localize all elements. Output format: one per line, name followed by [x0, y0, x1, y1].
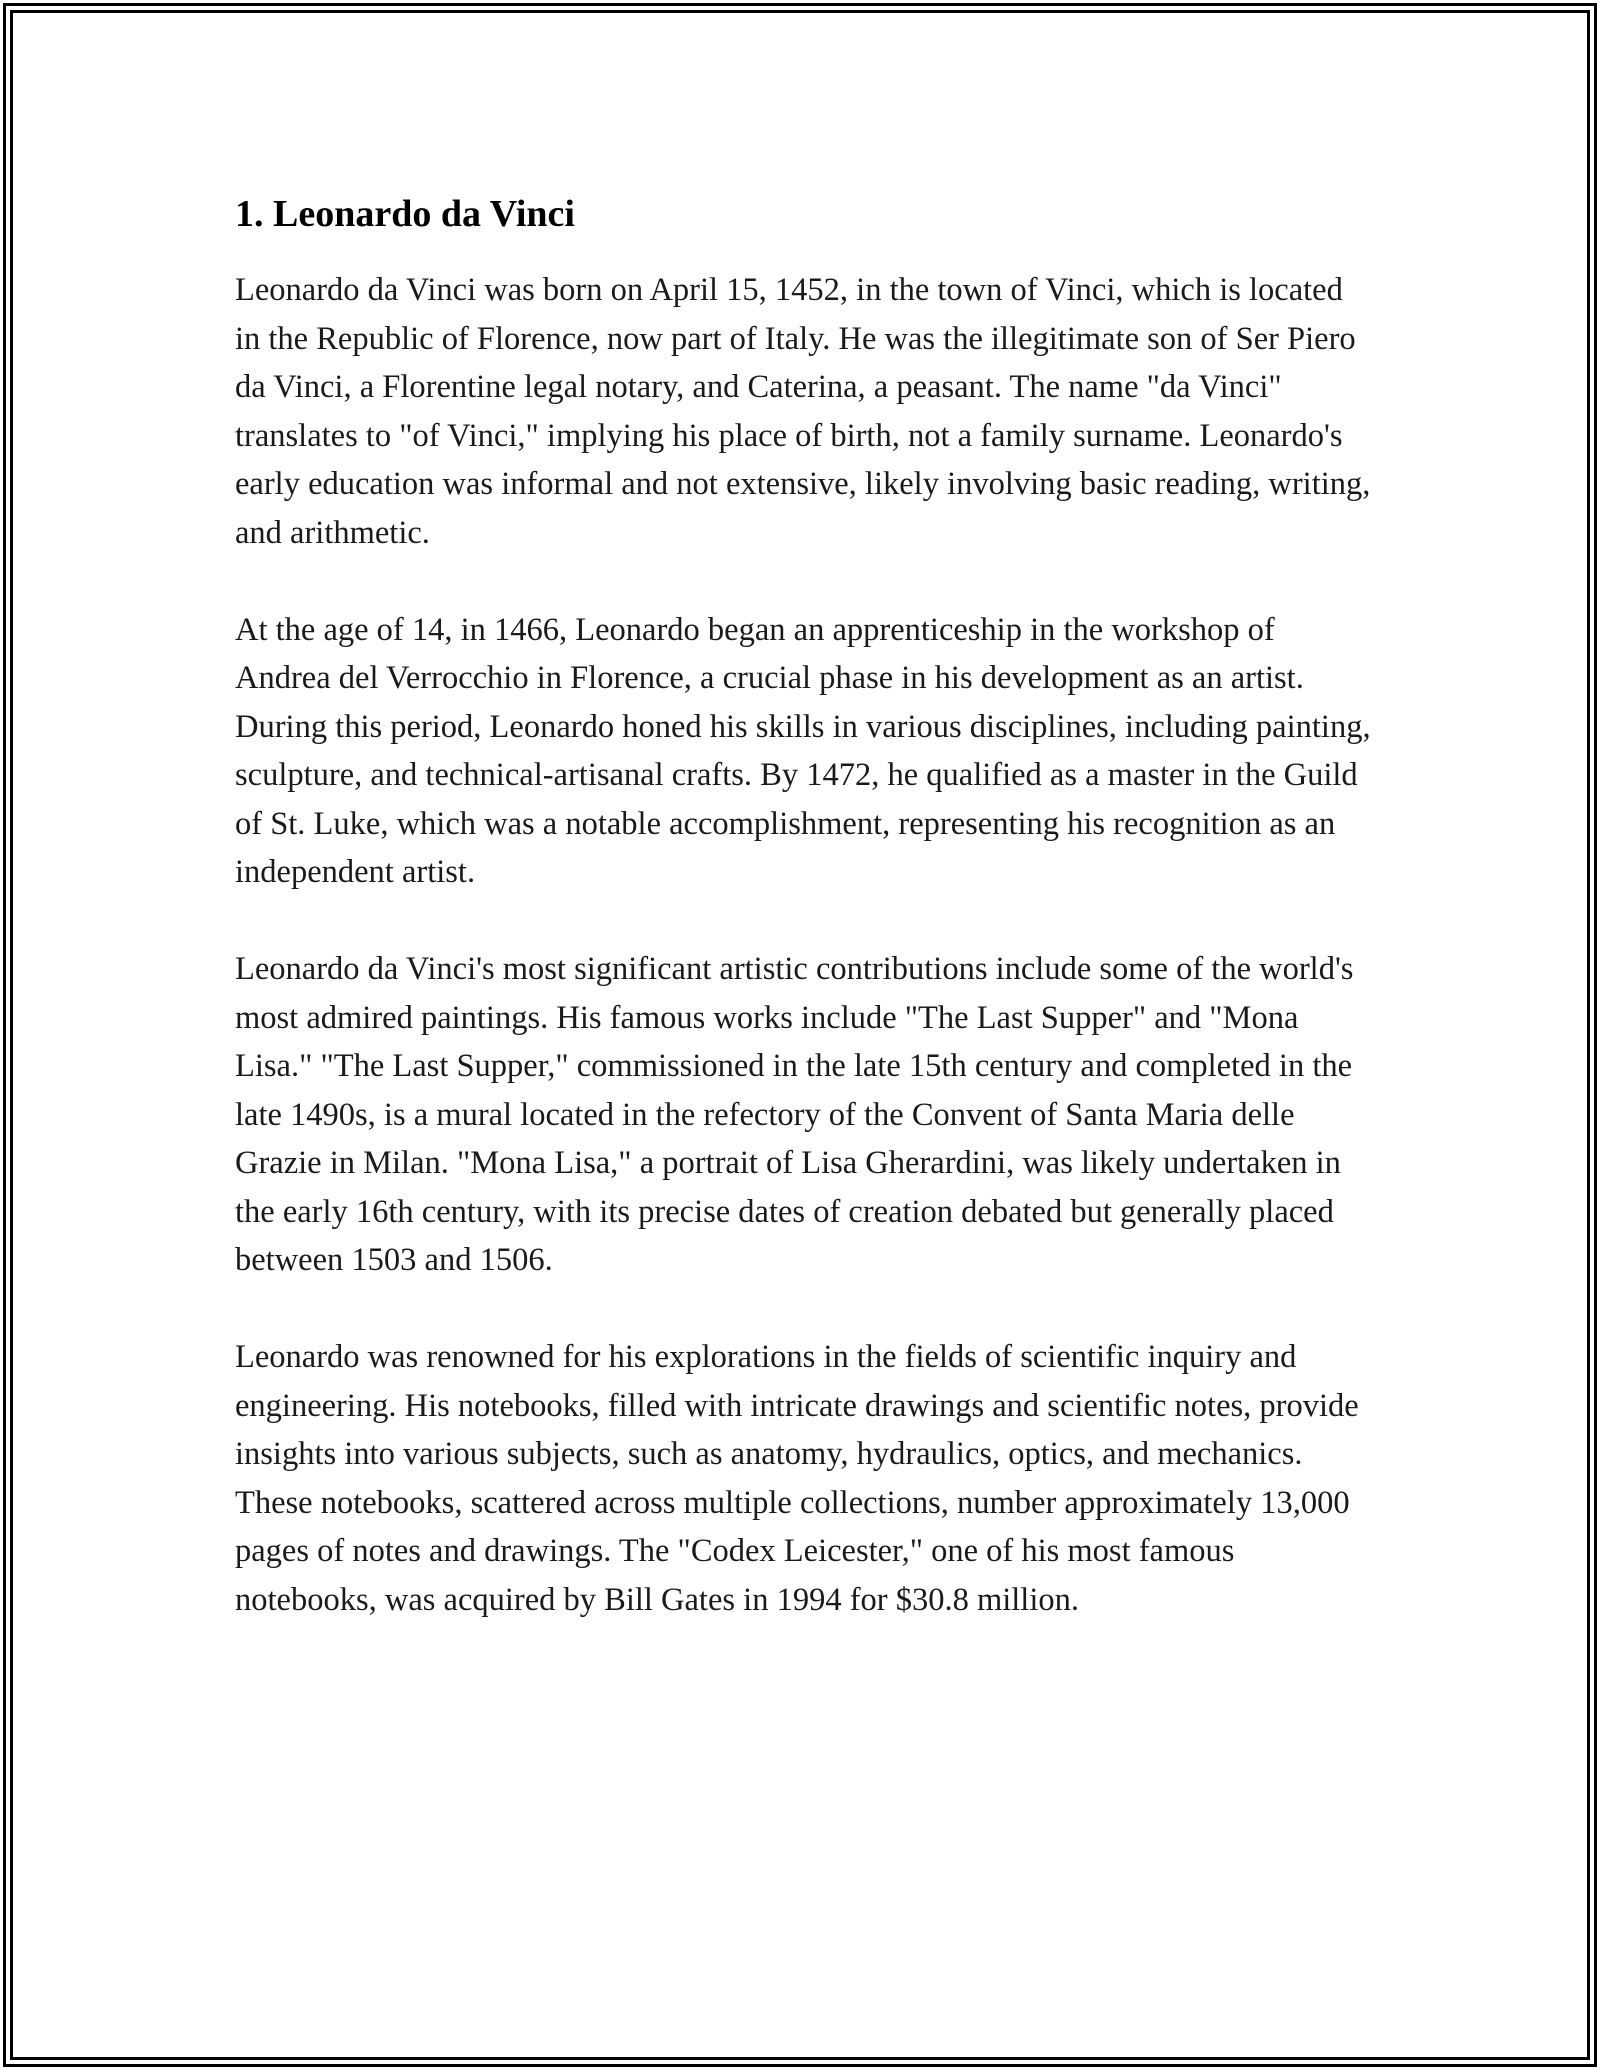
paragraph-apprenticeship: At the age of 14, in 1466, Leonardo began an apprenticeship in the workshop of Andrea del Verrocchio in Florence, a crucial phase in his development as an artist. During this period, Leonardo honed his skills in various disciplines, including painting, sculpture, and technical-artisanal crafts. By 1472, he qualified as a master in the Guild of St. Luke, which was a notable accomplishment, representing his recognition as an independent artist. [235, 611, 1371, 890]
paragraph-artistic-works: Leonardo da Vinci's most significant artistic contributions include some of the world's most admired paintings. His famous works include "The Last Supper" and "Mona Lisa." "The Last Supper," commissioned in the late 15th century and completed in the late 1490s, is a mural located in the refectory of the Convent of Santa Maria delle Grazie in Milan. "Mona Lisa," a portrait of Lisa Gherardini, was likely undertaken in the early 16th century, with its precise dates of creation debated but generally placed between 1503 and 1506. [235, 951, 1354, 1278]
section-title: 1. Leonardo da Vinci [235, 193, 575, 235]
paragraph-early-life: Leonardo da Vinci was born on April 15, 1452, in the town of Vinci, which is located in the Republic of Florence, now part of Italy. He was the illegitimate son of Ser Piero da Vinci, a Florentine legal notary, and Caterina, a peasant. The name "da Vinci" translates to "of Vinci," implying his place of birth, not a family surname. Leonardo's early education was informal and not extensive, likely involving basic reading, writing, and arithmetic. [235, 272, 1371, 551]
document-body [235, 188, 1375, 1673]
paragraph-scientific-work: Leonardo was renowned for his explorations in the fields of scientific inquiry and engineering. His notebooks, filled with intricate drawings and scientific notes, provide insights into various subjects, such as anatomy, hydraulics, optics, and mechanics. These notebooks, scattered across multiple collections, number approximately 13,000 pages of notes and drawings. The "Codex Leicester," one of his most famous notebooks, was acquired by Bill Gates in 1994 for $30.8 million. [235, 1339, 1359, 1618]
